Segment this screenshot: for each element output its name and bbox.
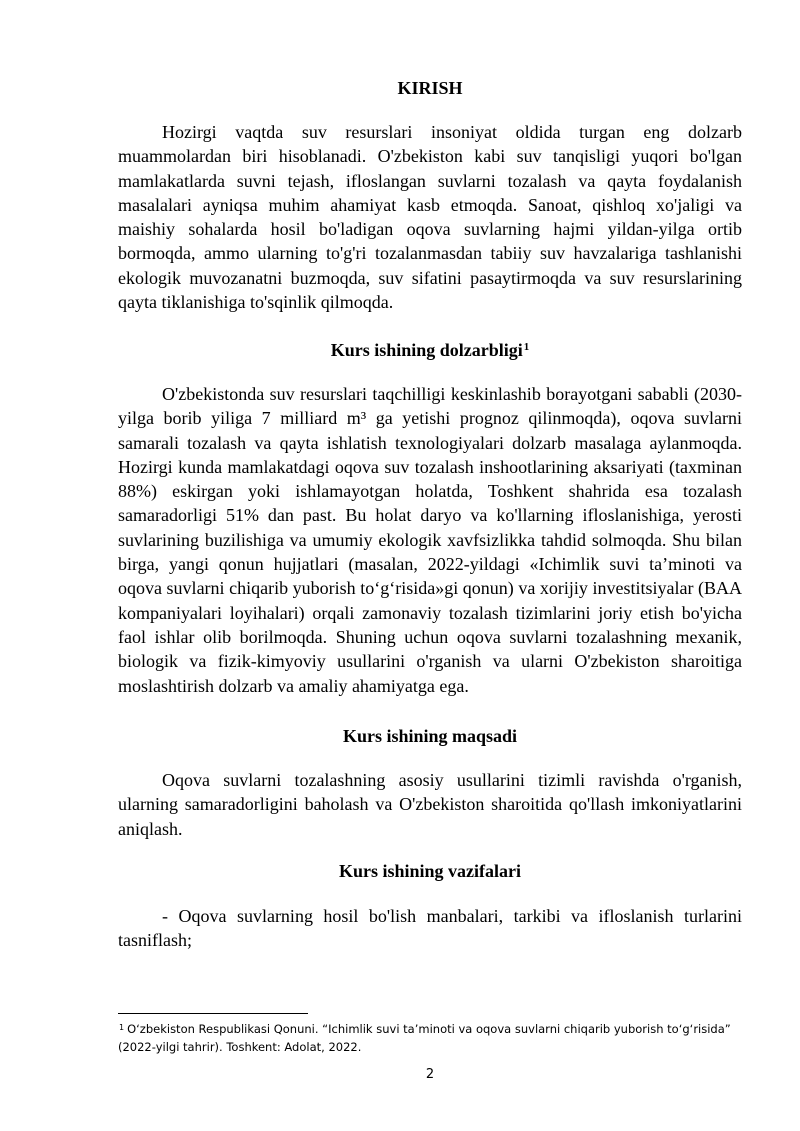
- tasks-list-item: - Oqova suvlarning hosil bo'lish manbalari, tarkibi va ifloslanish turlarini tasniflash;: [118, 906, 742, 951]
- page-number: 2: [425, 1067, 435, 1082]
- relevance-heading: [118, 341, 742, 359]
- relevance-paragraph: O'zbekistonda suv resurslari taqchilligi keskinlashib borayotgani sababli (2030-yilga borib yiliga 7 milliard m³ ga yetishi prognoz qilinmoqda), oqova suvlarni samarali tozalash va qayta ishlatish texnologiyalari dolzarb masalaga aylanmoqda. Hozirgi kunda mamlakatdagi oqova suv tozalash inshootlarining aksariyati (taxminan 88%) eskirgan yoki ishlamayotgan holatda, Toshkent shahrida esa tozalash samaradorligi 51% dan past. Bu holat daryo va ko'llarning ifloslanishiga, yerosti suvlarining buzilishiga va umumiy ekologik xavfsizlikka tahdid solmoqda. Shu bilan birga, yangi qonun hujjatlari (masalan, 2022-yildagi «Ichimlik suvi ta’minoti va oqova suvlarni chiqarib yuborish to‘g‘risida»gi qonun) va xorijiy investitsiyalar (BAA kompaniyalari loyihalari) orqali zamonaviy tozalash tizimlarini joriy etish bo'yicha faol ishlar olib borilmoqda. Shuning uchun oqova suvlarni tozalashning mexanik, biologik va fizik-kimyoviy usullarini o'rganish va ularni O'zbekiston sharoitiga moslashtirish dolzarb va amaliy ahamiyatga ega.: [118, 384, 742, 696]
- tasks-heading: Kurs ishining vazifalari: [338, 861, 522, 881]
- relevance-heading-text: Kurs ishining dolzarbligi: [330, 340, 523, 360]
- footnote: [118, 1020, 742, 1056]
- footnote-separator: [118, 1013, 308, 1014]
- footnote-text: O‘zbekiston Respublikasi Qonuni. “Ichimlik suvi ta’minoti va oqova suvlarni chiqarib yuborish to‘g‘risida” (2022-yilgi tahrir). Toshkent: Adolat, 2022.: [118, 1022, 731, 1054]
- footnote-number: 1: [119, 1023, 125, 1032]
- intro-paragraph: Hozirgi vaqtda suv resurslari insoniyat oldida turgan eng dolzarb muammolardan biri hisoblanadi. O'zbekiston kabi suv tanqisligi yuqori bo'lgan mamlakatlarda suvni tejash, ifloslangan suvlarni tozalash va qayta foydalanish masalalari ayniqsa muhim ahamiyat kasb etmoqda. Sanoat, qishloq xo'jaligi va maishiy sohalarda hosil bo'ladigan oqova suvlarning hajmi yildan-yilga ortib bormoqda, ammo ularning to'g'ri tozalanmasdan tabiiy suv havzalariga tashlanishi ekologik muvozanatni buzmoqda, suv sifatini pasaytirmoqda va suv resurslarining qayta tiklanishiga to'sqinlik qilmoqda.: [118, 122, 742, 313]
- goal-paragraph: Oqova suvlarni tozalashning asosiy usullarini tizimli ravishda o'rganish, ularning samaradorligini baholash va O'zbekiston sharoitida qo'llash imkoniyatlarini aniqlash.: [118, 770, 742, 839]
- goal-heading: Kurs ishining maqsadi: [342, 726, 518, 746]
- intro-heading: KIRISH: [397, 78, 463, 98]
- footnote-reference[interactable]: 1: [523, 341, 530, 353]
